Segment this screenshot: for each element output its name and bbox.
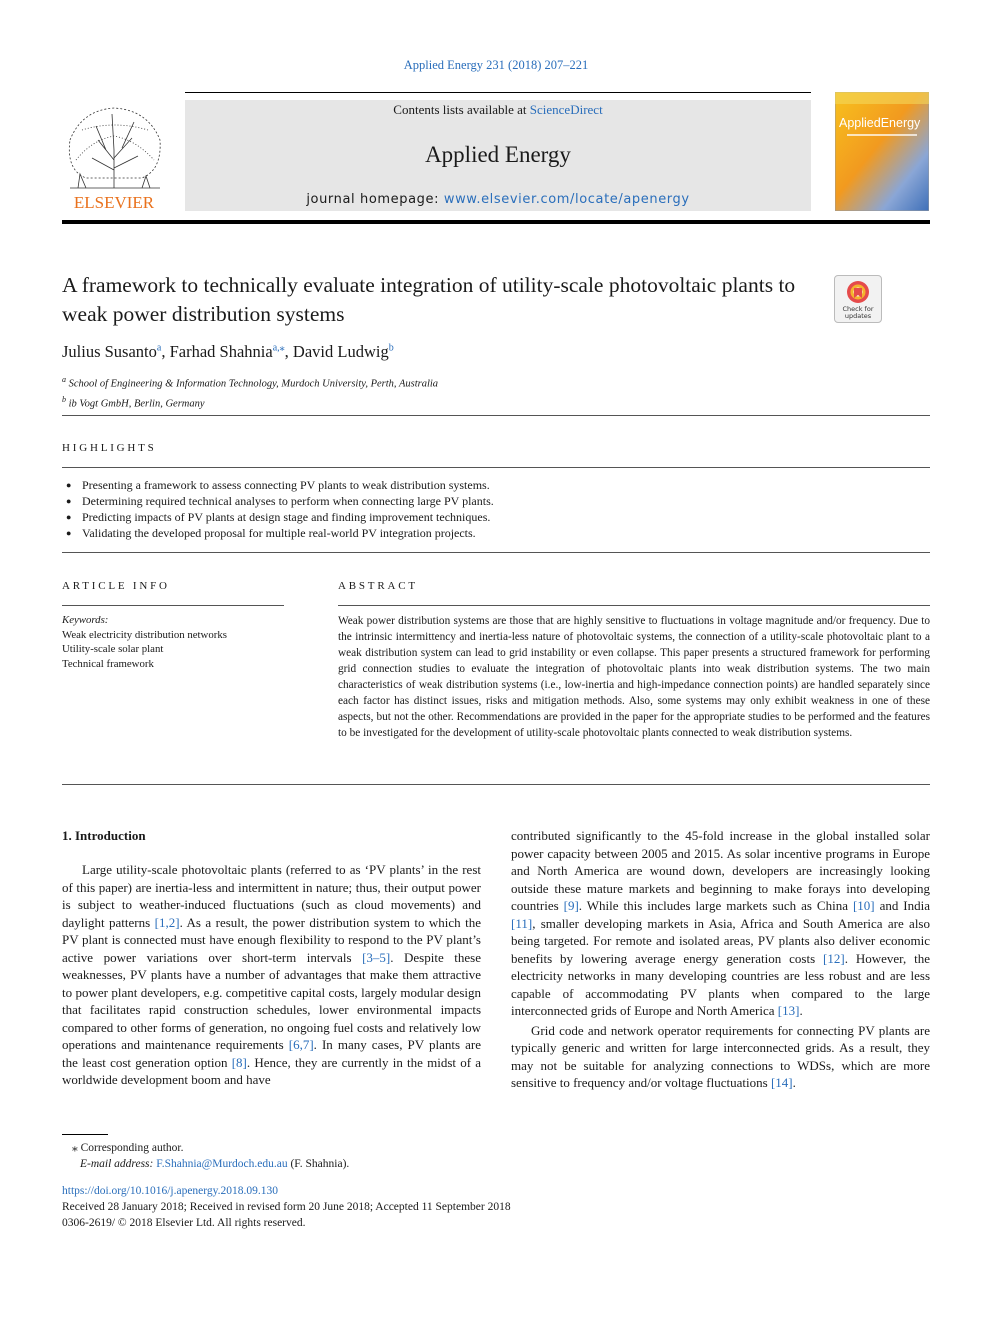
text-run: . [792,1075,796,1090]
body-column-left [62,861,481,1089]
homepage-link[interactable]: www.elsevier.com/locate/apenergy [443,192,690,207]
corresponding-author-note [62,1140,349,1156]
text-run: . As a result, the power distribution system to which the PV plant is connected must have enough flexibility to respond to the PV plant’s active power variations over short-term intervals [62,914,481,965]
svg-text:ELSEVIER: ELSEVIER [73,193,155,212]
svg-text:updates: updates [844,312,872,320]
keywords-label: Keywords: [62,614,109,626]
author-name[interactable]: Julius Susanto [62,342,157,361]
header-thick-rule [62,220,930,224]
affiliations [62,372,438,411]
footnote-text: Corresponding author. [80,1142,184,1154]
text-run: Grid code and network operator requirements for connecting PV plants are typically generic and written for large interconnected grids. As a result, they may not be suitable for analyzing connections to WDSs, which are more sensitive to frequency and/or voltage fluctuations [511,1022,930,1090]
affiliation-sup: a [62,375,66,384]
citation-link[interactable]: [9] [563,898,579,913]
article-dates: Received 28 January 2018; Received in revised form 20 June 2018; Accepted 11 September 2018 [62,1201,511,1213]
author-affil-sup[interactable]: a,⁎ [272,342,285,354]
text-run: . Despite these weaknesses, PV plants have a number of advantages that make them attractive to power plant developers, e.g. competitive capital costs, largely modular design that facilitates rapid construction schedules, lower environmental impacts compared to other forms of generation, no ongoing fuel costs and relatively low operations and maintenance requirements [62,949,481,1052]
citation-link[interactable]: [1,2] [154,914,180,930]
article-footer [62,1183,511,1231]
citation-link[interactable]: [13] [777,1003,800,1018]
svg-text:AppliedEnergy: AppliedEnergy [839,116,921,130]
footnote [62,1140,349,1172]
email-suffix: (F. Shahnia). [287,1158,350,1170]
keyword-item: Technical framework [62,657,154,670]
email-note [62,1156,349,1172]
homepage-prefix: journal homepage: [306,192,444,207]
affiliation-item [62,392,438,412]
journal-cover-image[interactable] [835,92,929,211]
doi-link[interactable]: https://doi.org/10.1016/j.apenergy.2018.09.130 [62,1185,279,1197]
text-run: . [799,1003,803,1018]
author-affil-sup[interactable]: a [156,342,162,354]
highlight-item: ● Determining required technical analyses to perform when connecting large PV plants. [66,493,926,509]
contents-line [185,102,811,118]
cover-art-icon [835,92,929,211]
text-run: contributed significantly to the 45-fold increase in the global installed solar power capacity between 2005 and 2015. As solar incentive programs in Europe and North America are wound down, developers are increasingly looking outside these mature markets and beginning to make forays into developing countries [511,828,930,913]
affiliation-text: ib Vogt GmbH, Berlin, Germany [68,398,205,409]
citation-link[interactable]: [12] [823,950,845,966]
citation-link[interactable]: [10] [852,898,875,913]
keywords-block [62,613,227,671]
text-run: and India [874,898,931,913]
text-run: . Hence, they are currently in the midst of a worldwide development boom and have [62,1054,482,1087]
journal-name: Applied Energy [425,142,571,167]
abstract-text: Weak power distribution systems are those that are highly sensitive to fluctuations in voltage magnitude and/or frequency. Due to the intrinsic intermittency and inertia-less nature of photovoltaic systems, the connection of a utility-scale photovoltaic plant to a weak distribution system can lead to grid instability or even collapse. This paper presents a structured framework for performing grid connection studies to evaluate the integration of photovoltaic plants into weak distribution systems. The two main characteristics of weak distribution systems (i.e., low-inertia and high-impedance connection points) are handled separately since each factor has distinct issues, risks and mitigation methods. Also, some systems may only exhibit weakness in one of these aspects, but not the other. Recommendations are provided in the paper for the appropriate studies to be performed and the features to be investigated for the development of utility-scale photovoltaic plants connected to weak distribution systems. [338,615,930,739]
sciencedirect-link[interactable]: ScienceDirect [529,102,603,117]
check-for-updates-button[interactable] [834,275,882,323]
email-link[interactable]: F.Shahnia@Murdoch.edu.au [156,1158,288,1170]
footnote-mark: ⁎ [72,1142,78,1154]
article-info-heading: ARTICLE INFO [62,580,170,592]
svg-text:Check for: Check for [842,305,874,313]
intro-paragraph [62,861,481,1089]
affiliation-item [62,372,438,392]
divider [62,552,930,553]
text-run: . In many cases, PV plants are the least cost generation option [62,1037,481,1070]
elsevier-tree-icon [62,100,167,212]
section-heading-introduction: 1. Introduction [62,828,146,843]
divider [338,605,930,606]
highlights-heading: HIGHLIGHTS [62,442,157,454]
email-label: E-mail address: [80,1158,157,1170]
text-run: . While this includes large markets such as China [578,898,853,913]
highlight-item: ● Presenting a framework to assess connecting PV plants to weak distribution systems. [66,477,926,493]
author-name[interactable]: Farhad Shahnia [169,342,273,361]
text-run: . However, the electricity networks in many developing countries are less robust and are less capable of accommodating PV plants when compared to the large interconnected grids of Europe and North America [511,950,930,1018]
highlight-item: ● Validating the developed proposal for multiple real-world PV integration projects. [66,525,926,541]
affiliation-text: School of Engineering & Information Technology, Murdoch University, Perth, Australia [68,378,439,390]
author-name[interactable]: David Ludwig [292,342,389,361]
header-top-rule [185,92,811,93]
divider [62,784,930,785]
article-title: A framework to technically evaluate integration of utility-scale photovoltaic plants to weak power distribution systems [62,273,796,326]
divider [62,415,930,416]
homepage-line [185,192,811,207]
citation-link[interactable]: [14] [770,1075,793,1090]
journal-citation[interactable]: Applied Energy 231 (2018) 207–221 [403,58,589,72]
divider [62,605,284,606]
text-run: , smaller developing markets in Asia, Africa and South America are also being targeted. For remote and isolated areas, PV plants also deliver economic benefits by lowering average energy generation costs [511,915,930,966]
text-run: Large utility-scale photovoltaic plants (referred to as ‘PV plants’ in the rest of this paper) are inertia-less and intermittent in nature; thus, their output power is subject to weather-induced fluctuations (such as cloud movements) and daylight patterns [62,862,481,930]
divider [62,467,930,468]
intro-paragraph [511,1022,930,1092]
citation-link[interactable]: [11] [511,915,533,931]
check-updates-icon [835,276,881,322]
citation-link[interactable]: [6,7] [288,1037,314,1052]
copyright: 0306-2619/ © 2018 Elsevier Ltd. All rights reserved. [62,1217,306,1229]
keyword-item: Utility-scale solar plant [62,643,164,655]
author-list: Julius Susanto$^a$, Farhad Shahnia$^{a,⁎}$, David Ludwig$^b$ [62,342,394,361]
contents-prefix: Contents lists available at [393,102,530,117]
intro-paragraph [511,827,930,1020]
journal-header-panel [185,100,811,211]
footnote-rule [62,1134,108,1135]
affiliation-sup: b [62,394,66,404]
author-affil-sup[interactable]: b [388,342,394,354]
citation-link[interactable]: [3–5] [362,949,391,965]
citation-link[interactable]: [8] [231,1054,247,1070]
body-column-right [511,827,930,1092]
abstract-heading: ABSTRACT [338,580,418,592]
elsevier-logo[interactable] [62,100,167,212]
highlight-item: ● Predicting impacts of PV plants at design stage and finding improvement techniques. [66,509,926,525]
keyword-item: Weak electricity distribution networks [62,628,227,641]
highlights-list [66,477,926,541]
